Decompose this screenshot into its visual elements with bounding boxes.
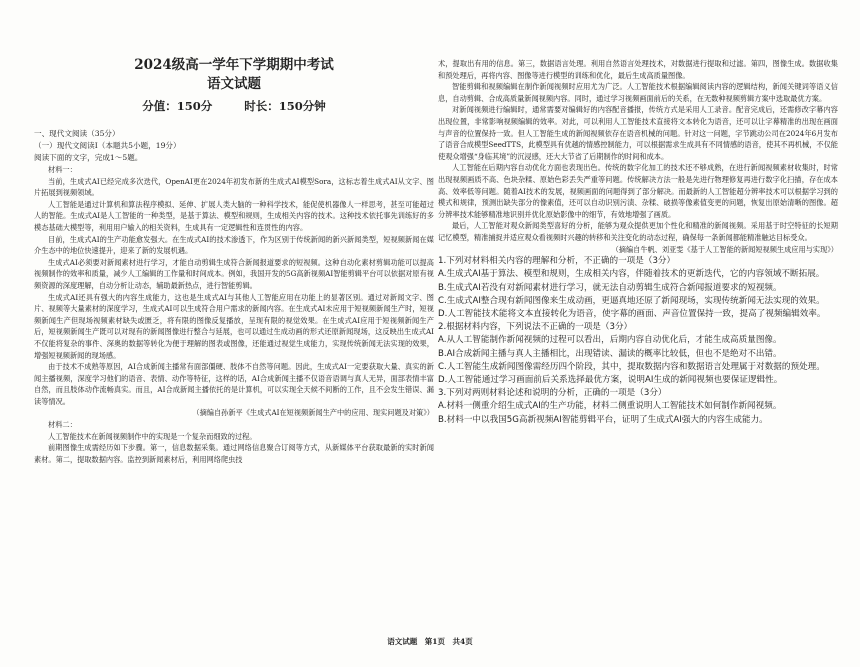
paragraph: 当前，生成式AI已经完成多次迭代，OpenAI更在2024年初发布新的生成式AI模型Sora，这标志着生成式AI从文字、图片拓展到视频领域。 [34,176,434,198]
option-b: B.材料一中以我国5G高新视频AI智能剪辑平台，证明了生成式AI强大的内容生成能力。 [438,414,768,425]
paragraph: 最后，人工智能对观众新闻类型喜好的分析，能够为观众提供更加个性化和精准的新闻视频。采用基于时空特征的长短期记忆模型，精准捕捉并适应观众看视频时兴趣的转移和关注变化的动态过程，确保每一条新闻都能精准触达目标受众。 [438,221,838,242]
option-c: C.人工智能生成新闻图像需经历四个阶段，其中，提取数据内容和数据语言处理属于对数据的预处理。 [438,361,825,372]
paragraph: 前期图像生成需经历如下步骤。第一，信息数据采集。通过网络信息聚合订阅等方式，从新媒体平台获取最新的实时新闻素材。第二，提取数据内容。监控到新闻素材后，利用网络爬虫技 [34,443,434,464]
score-time-line [34,98,434,114]
subsection-heading: （一）现代文阅读Ⅰ（本题共5小题，19分） [34,141,181,150]
option-c: C.生成式AI整合现有新闻图像来生成动画，更逼真地还原了新闻现场，实现传统新闻无法实现的效果。 [438,295,825,306]
material2-label: 材料二： [48,420,77,430]
source-citation: （摘编自牛帆、刘亚雯《基于人工智能的新闻短视频生成应用与实现》） [611,244,838,254]
paragraph: 术，提取出有用的信息。第三，数据语言处理。利用自然语言处理技术，对数据进行提取和过滤。第四，图像生成。数据收集和预处理后，再将内容、图像等进行模型的训练和优化，最后生成高质量图像。 [438,59,838,80]
paragraph: 目前，生成式AI的生产功能愈发强大。在生成式AI的技术渗透下，作为区别于传统新闻的新兴新闻类型，短视频新闻在媒介生态中的地位快速提升，迎来了新的发展机遇。 [34,234,434,256]
source-citation: （摘编自孙新平《生成式AI在短视频新闻生产中的应用、现实问题及对策》） [192,408,434,418]
option-d: D.人工智能技术能将文本直接转化为语音，使字幕的画面、声音位置保持一致，提高了视频编辑效率。 [438,308,826,319]
option-b: B.生成式AI若没有对新闻素材进行学习，就无法自动剪辑生成符合新闻报道要求的短视频。 [438,282,782,293]
right-column [438,58,838,427]
option-a: A.材料一侧重介绍生成式AI的生产功能，材料二侧重说明人工智能技术如何制作新闻视频。 [438,401,782,412]
paragraph: 智能剪辑和视频编辑在制作新闻视频时应用尤为广泛。人工智能技术根据编辑阅读内容的逻辑结构，新闻关键词等语义信息，自动剪辑、合成高质量新闻视频内容。同时，通过学习视频画面前后的关系，在无数种视频剪辑方案中选取最优方案。 [438,82,838,103]
question-1: 1.下列对材料相关内容的理解和分析，不正确的一项是（3分） [438,256,676,267]
section-heading: 一、现代文阅读（35分） [34,129,120,138]
page-footer: 语文试题 第1页 共4页 [387,637,473,646]
option-a: A.生成式AI基于算法、模型和规则，生成相关内容，伴随着技术的更新迭代，它的内容领域不断拓展。 [438,269,825,280]
question-2: 2.根据材料内容，下列说法不正确的一项是（3分） [438,322,633,333]
left-column [34,0,434,465]
exam-title: 2024级高一学年下学期期中考试 [134,57,334,73]
paragraph: 生成式AI必须要对新闻素材进行学习，才能自动剪辑生成符合新闻报道要求的短视频。这种自动化素材剪辑功能可以提高视频制作的效率和质量，减少人工编辑的工作量和时间成本。例如，我国开发的5G高新视频AI智能剪辑平台可以依据对原有视频资源的深度理解，自动分析让动态，辅助最新热点，进行智能剪辑。 [34,257,434,290]
score-value: 分值：150分 [142,99,213,113]
option-b: B.AI合成新闻主播与真人主播相比，出现错读、漏读的概率比较低，但也不是绝对不出错。 [438,348,782,359]
paragraph: 人工智能技术在新闻视频制作中的实现是一个复杂而细致的过程。 [48,431,257,441]
paragraph: 生成式AI还具有强大的内容生成能力，这也是生成式AI与其他人工智能应用在功能上的显著区别。通过对新闻文字、图片、视频等大量素材的深度学习，生成式AI可以生成符合用户需求的新闻内容。在生成式AI未应用于短视频新闻生产时，短视频新闻生产但现场视频素材缺失或匮乏，将有限的图像反复播放，呈现有限的视觉效果。在生成式AI应用于短视频新闻生产后，短视频新闻生产既可以对现有的新闻图像进行整合与延展，也可以通过生成动画的形式还原新闻现场，这反映出生成式AI不仅能将复杂的事件、深奥的数据等转化为便于理解的图表或图像，还能通过视觉生成能力，实现传统新闻无法实现的效果，增强短视频新闻的现场感。 [34,292,434,360]
instruction: 阅读下面的文字，完成1～5题。 [34,153,143,162]
option-a: A.从人工智能制作新闻视频的过程可以看出，后期内容自动优化后，才能生成高质量图像。 [438,335,782,346]
time-value: 时长：150分钟 [244,99,326,113]
paragraph: 对新闻视频进行编辑时，通常需要对编辑好的内容配音播报，传统方式是采用人工录音。配音完成后，还需修改字幕内容出现位置，非常影响视频编辑的效率。对此，可以利用人工智能技术直接将文本转化为语音，还可以让字幕精准的出现在画面与声音的位置保持一致。但人工智能生成的新闻视频依存在语音机械的问题。针对这一问题，字节跳动公司在2024年6月发布了语音合成模型SeedTTS，此模型具有优越的情感控制能力，可以根据需求生成具有不同情感的语音，使其不再机械，不仅能使观众增强“身临其境”的沉浸感，还大大节省了后期制作的时间和成本。 [438,105,838,161]
paragraph: 人工智能是通过计算机和算法程序模拟、延伸、扩展人类大脑的一种科学技术，能促使机器像人一样思考，甚至可能超过人的智能。生成式AI是人工智能的一种类型，是基于算法、模型和规则，生成相关内容的技术。这种技术依托事先训练好的多模态基础大模型等，利用用户输入的相关资料，生成具有一定逻辑性和连贯性的内容。 [34,199,434,232]
option-d: D.人工智能通过学习画面前后关系选择最优方案，说明AI生成的新闻视频也要保证逻辑性。 [438,374,783,385]
subject-title: 语文试题 [207,76,261,92]
question-3: 3.下列对两则材料论述和说明的分析，正确的一项是（3分） [438,388,667,399]
paragraph: 由于技术不成熟等原因，AI合成新闻主播常有面部僵硬、肢体不自然等问题。因此，生成式AI一定要获取大量、真实的新闻主播视频，深度学习他们的语音、表情、动作等特征，这样的话，AI合成新闻主播不仅语音语调与真人无异，面部表情丰富自然，而且肢体动作流畅真实。而且，AI合成新闻主播依托的是计算机，可以实现全天候不间断的工作，且不会发生错误、漏读等情况。 [34,362,434,406]
paragraph: 人工智能在后期内容自动优化方面也表现出色。传统的数字化加工的技术还不够成熟，在进行新闻视频素材收集时，时常出现视频画质不高、色块杂糅、原始色彩丢失严重等问题。传统解决方法一般是先进行物理修复再进行数字化扫描，存在成本高、效率低等问题。随着AI技术的发展，视频画面的问题得到了部分解决。而最新的人工智能超分辨率技术可以根据学习到的模式和规律，预测出缺失部分的像素值，还可以自动识别污渍、杂糅、破损等像素值变更的问题，恢复出原始清晰的图像。超分辨率技术能够精准地识别并优化原始影像中的细节，有效地增强了画质。 [438,163,838,219]
material1-label: 材料一： [48,165,77,174]
